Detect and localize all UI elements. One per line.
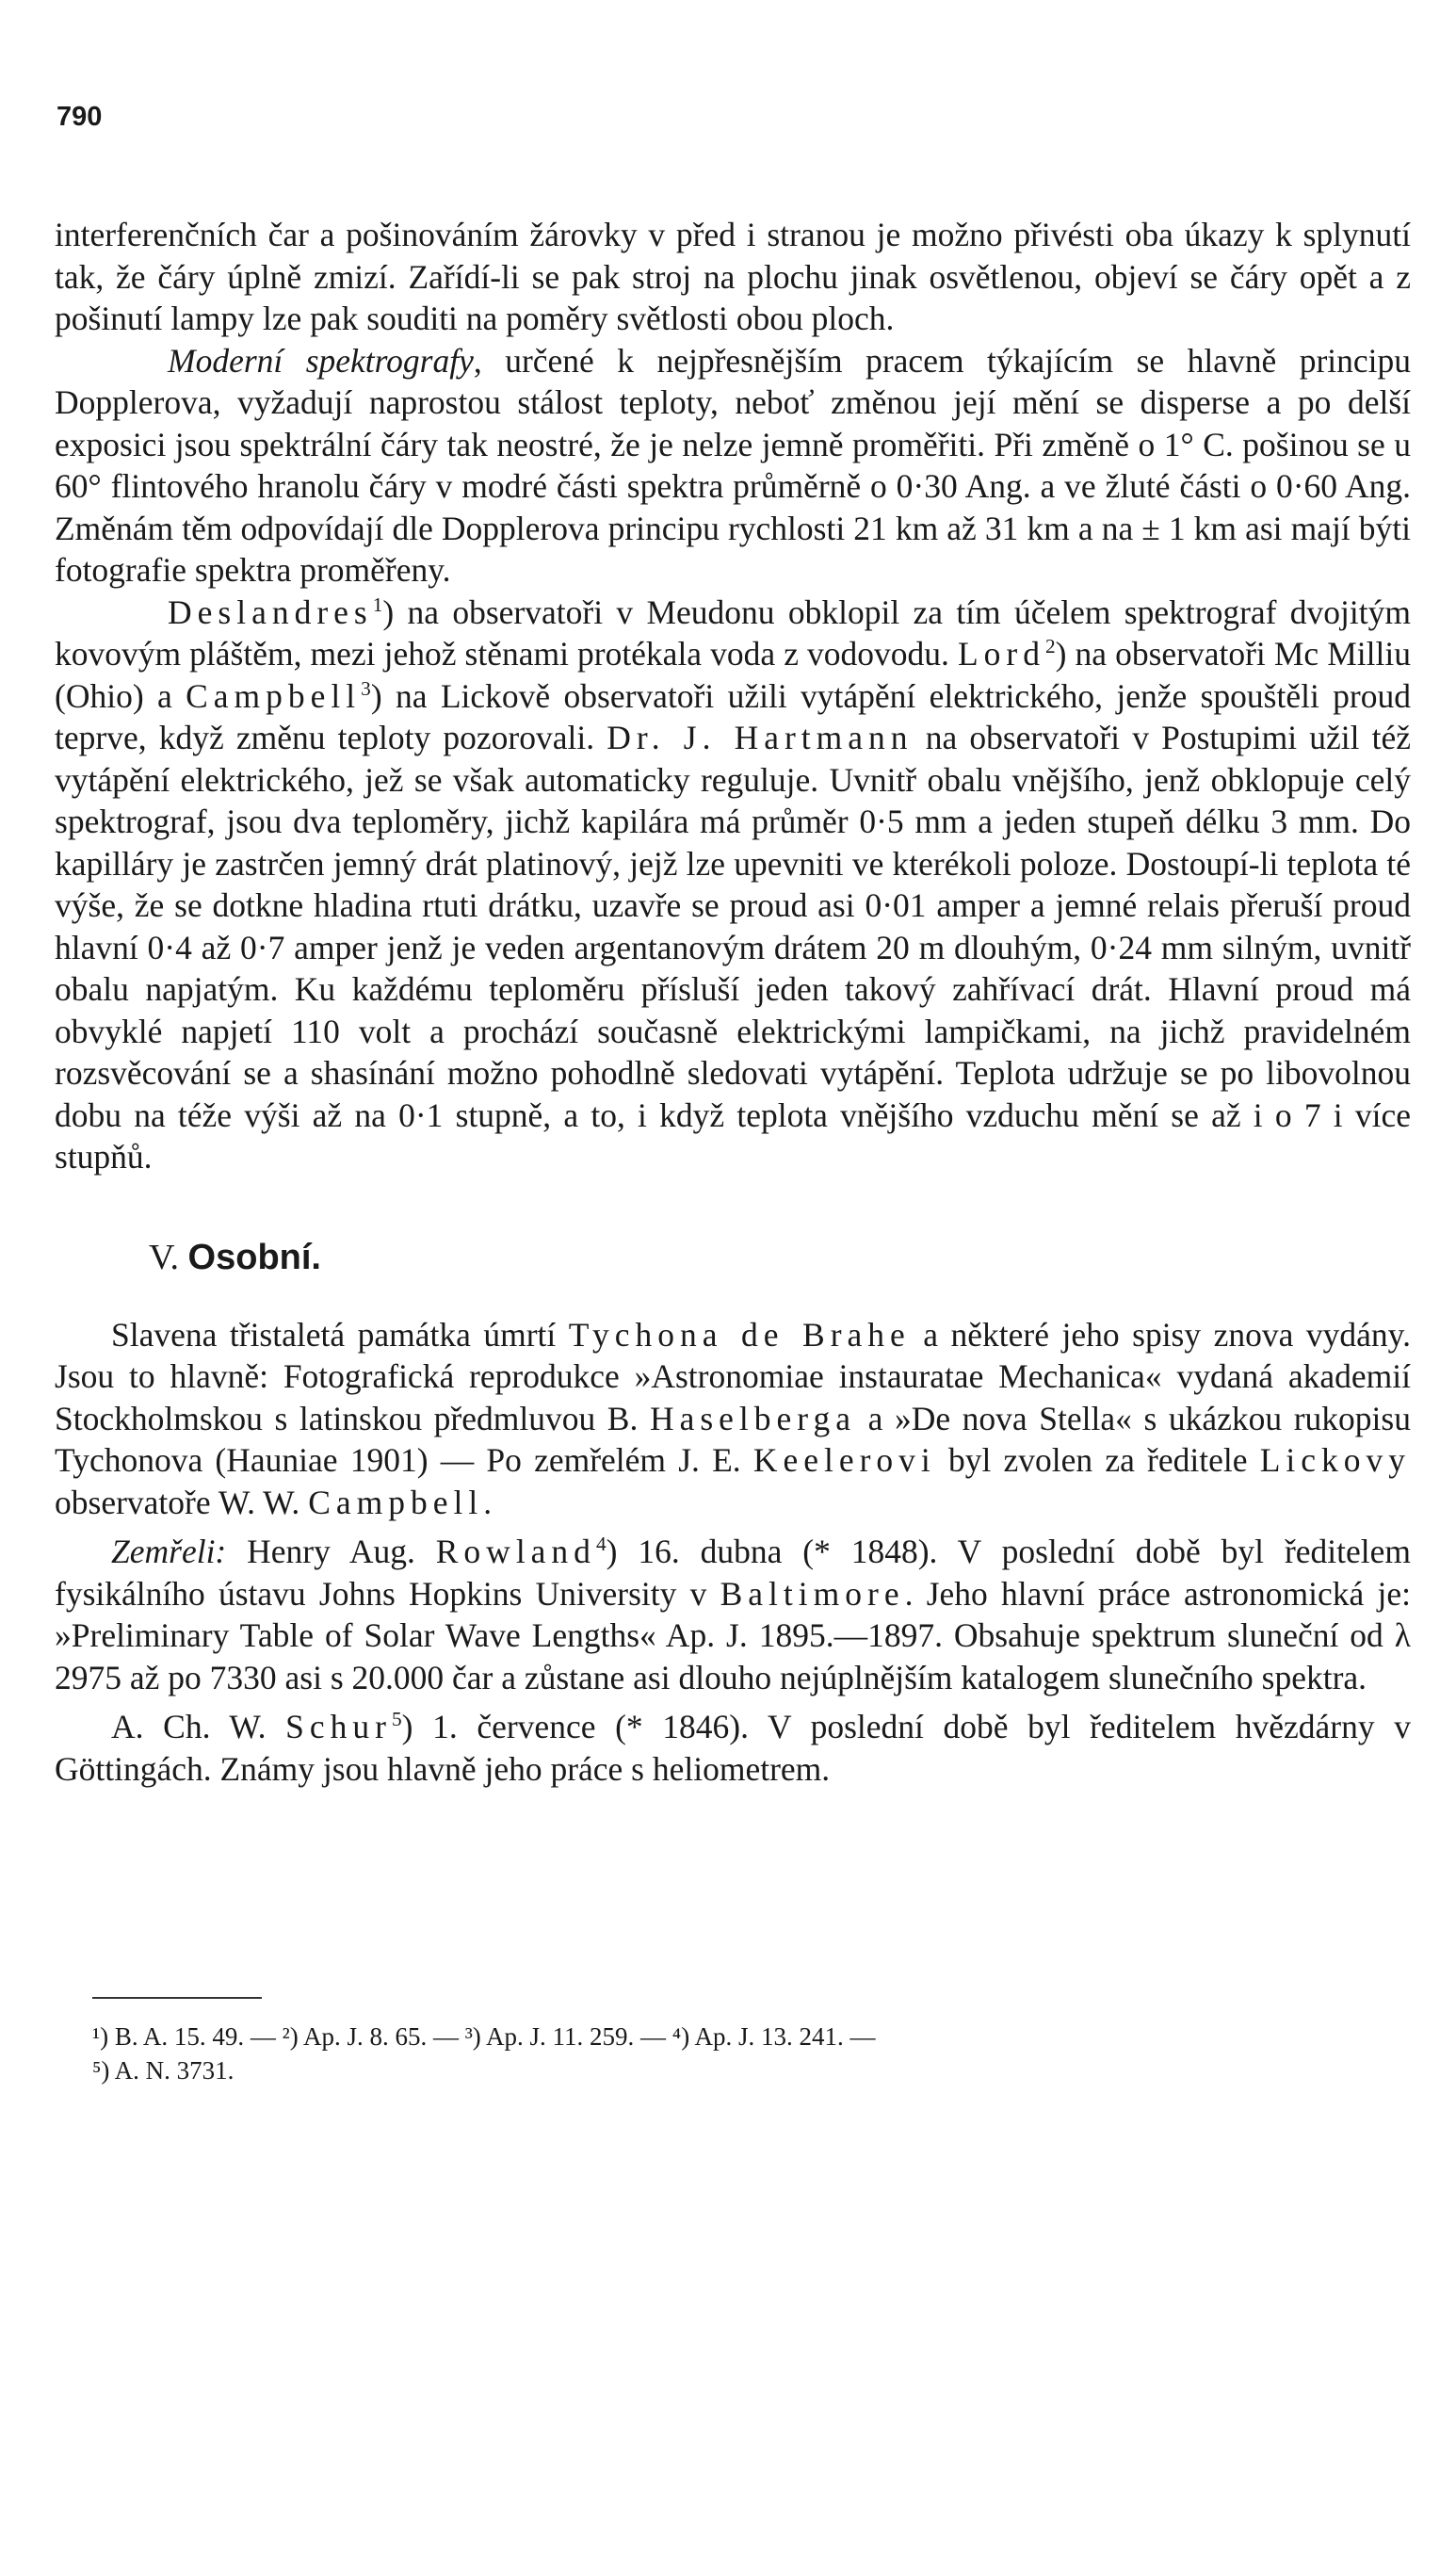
heating-text-d: na observatoři v Postupimi užil též vytápění elektrického, jež se však automaticky reguluje. Uvnitř obalu vnějšího, jenž obklopuje celý spektrograf, jsou dva teploměry, jichž kapilára má průměr 0·5 mm a jeden stupeň délku 3 mm. Do kapilláry je zastrčen jemný drát platinový, jejž lze upevniti ve kterékoli poloze. Dostoupí-li teplota té výše, že se dotkne hladina rtuti drátku, uzavře se proud asi 0·01 amper a jemné relais přeruší proud hlavní 0·4 až 0·7 amper jenž je veden argentanovým drátem 20 m dlouhým, 0·24 mm silným, uvnitř obalu napjatým. Ku každému teploměru přísluší jeden takový zahřívací drát. Hlavní proud má obvyklé napjetí 110 volt a prochází současně elektrickými lampičkami, na jichž pravidelném rozsvěcování se a shasínání možno pohodlně sledovati vytápění. Teplota udržuje se po libovolnou dobu na téže výši až na 0·1 stupně, a to, i když teplota vnějšího vzduchu mění se až i o 7 i více stupňů. <box>55 719 1412 1176</box>
paragraph-rowland <box>55 1531 1411 1698</box>
name-schur: Schur <box>285 1708 392 1745</box>
name-hartmann: Dr. J. Hartmann <box>607 719 914 756</box>
footnote-ref-2: 2 <box>1044 635 1056 658</box>
name-campbell: Campbell <box>186 676 362 715</box>
deceased-label: Zemřeli: <box>111 1533 227 1570</box>
name-lord: Lord <box>957 635 1045 673</box>
paragraph-spectrographs <box>55 340 1411 592</box>
tycho-text-e: observatoře W. W. <box>55 1483 309 1521</box>
footnote-ref-1: 1 <box>372 592 383 616</box>
spectrographs-heading: Moderní spektrografy <box>168 341 474 380</box>
name-campbell-2: Campbell <box>308 1483 484 1521</box>
section-title: Osobní. <box>187 1237 321 1277</box>
footnotes <box>92 2020 1411 2087</box>
tycho-text-f: . <box>483 1483 493 1521</box>
tycho-text-c: a »De nova Stella« s ukázkou rukopisu Tychonova (Hauniae 1901) — Po zemřelém J. E. <box>55 1399 1411 1479</box>
schur-text-a: A. Ch. W. <box>111 1708 286 1745</box>
name-tycho: Tychona de Brahe <box>568 1315 911 1354</box>
section-numeral: V. <box>149 1237 180 1277</box>
paragraph-heating <box>55 592 1411 1178</box>
paragraph-tycho <box>55 1314 1411 1524</box>
rowland-text-a: Henry Aug. <box>226 1533 436 1570</box>
footnote-ref-5: 5 <box>392 1708 402 1731</box>
name-baltimore: Baltimore <box>720 1574 905 1613</box>
section-body <box>55 1314 1411 1791</box>
footnote-ref-3: 3 <box>361 676 371 700</box>
rowland-text-c: . Jeho hlavní práce astronomická je: »Preliminary Table of Solar Wave Lengths« Ap. J. 1895.—1897. Obsahuje spektrum sluneční od λ 2975 až po 7330 asi s 20.000 čar a zůstane asi dlouho nejúplnějším katalogem slunečního spektra. <box>55 1574 1412 1696</box>
tycho-text-b: a některé jeho spisy znova vydány. Jsou to hlavně: Fotografická reprodukce »Astronomiae instauratae Mechanica« vydaná akademií Stockholmskou s latinskou předmluvou B. <box>55 1315 1411 1437</box>
spectrographs-text: , určené k nejpřesnějším pracem týkajícím se hlavně principu Dopplerova, vyžadují naprostou stálost teploty, neboť změnou její mění se disperse a po delší exposici jsou spektrální čáry tak neostré, že je nelze jemně proměřiti. Při změně o 1° C. pošinou se u 60° flintového hranolu čáry v modré části spektra průměrně o 0·30 Ang. a ve žluté části o 0·60 Ang. Změnám těm odpovídají dle Dopplerova principu rychlosti 21 km až 31 km a na ± 1 km asi mají býti fotografie spektra proměřeny. <box>55 341 1411 589</box>
document-page <box>55 102 1411 2087</box>
name-deslandres: Deslandres <box>168 592 373 631</box>
heating-text-a: ) na observatoři v Meudonu obklopil za tím účelem spektrograf dvojitým kovovým pláštěm, mezi jehož stěnami protékala voda z vodovodu. <box>55 592 1411 673</box>
heating-text-c: ) na Lickově observatoři užili vytápění elektrického, jenže spouštěli proud teprve, když změnu teploty pozorovali. <box>55 676 1411 756</box>
name-haselberg: Haselberga <box>649 1399 856 1437</box>
footnote-line-2: ⁵) A. N. 3731. <box>92 2056 235 2085</box>
name-lick: Lickovy <box>1259 1441 1411 1479</box>
paragraph-interference: interferenčních čar a pošinováním žárovky v před i stranou je možno přivésti oba úkazy k splynutí tak, že čáry úplně zmizí. Zařídí-li se pak stroj na plochu jinak osvětlenou, objeví se čáry opět a z pošinutí lampy lze pak souditi na poměry světlosti obou ploch. <box>55 216 1411 337</box>
paragraph-schur <box>55 1706 1411 1790</box>
footnote-ref-4: 4 <box>595 1533 607 1556</box>
tycho-text-a: Slavena třistaletá památka úmrtí <box>111 1315 569 1354</box>
rowland-text-b: ) 16. dubna (* 1848). V poslední době byl ředitelem fysikálního ústavu Johns Hopkins University v <box>55 1533 1411 1613</box>
page-number: 790 <box>57 102 103 132</box>
body-text <box>55 214 1411 1178</box>
footnote-line-1: ¹) B. A. 15. 49. — ²) Ap. J. 8. 65. — ³) Ap. J. 11. 259. — ⁴) Ap. J. 13. 241. — <box>92 2022 876 2051</box>
heating-text-b: ) na observatoři Mc Milliu (Ohio) a <box>55 635 1411 715</box>
name-keeler: Keelerovi <box>752 1441 936 1479</box>
tycho-text-d: byl zvolen za ředitele <box>935 1441 1260 1479</box>
footnote-divider <box>92 1997 262 1999</box>
section-heading <box>149 1237 1411 1278</box>
name-rowland: Rowland <box>435 1533 596 1570</box>
schur-text-b: ) 1. července (* 1846). V poslední době byl ředitelem hvězdárny v Göttingách. Známy jsou hlavně jeho práce s heliometrem. <box>55 1708 1411 1788</box>
